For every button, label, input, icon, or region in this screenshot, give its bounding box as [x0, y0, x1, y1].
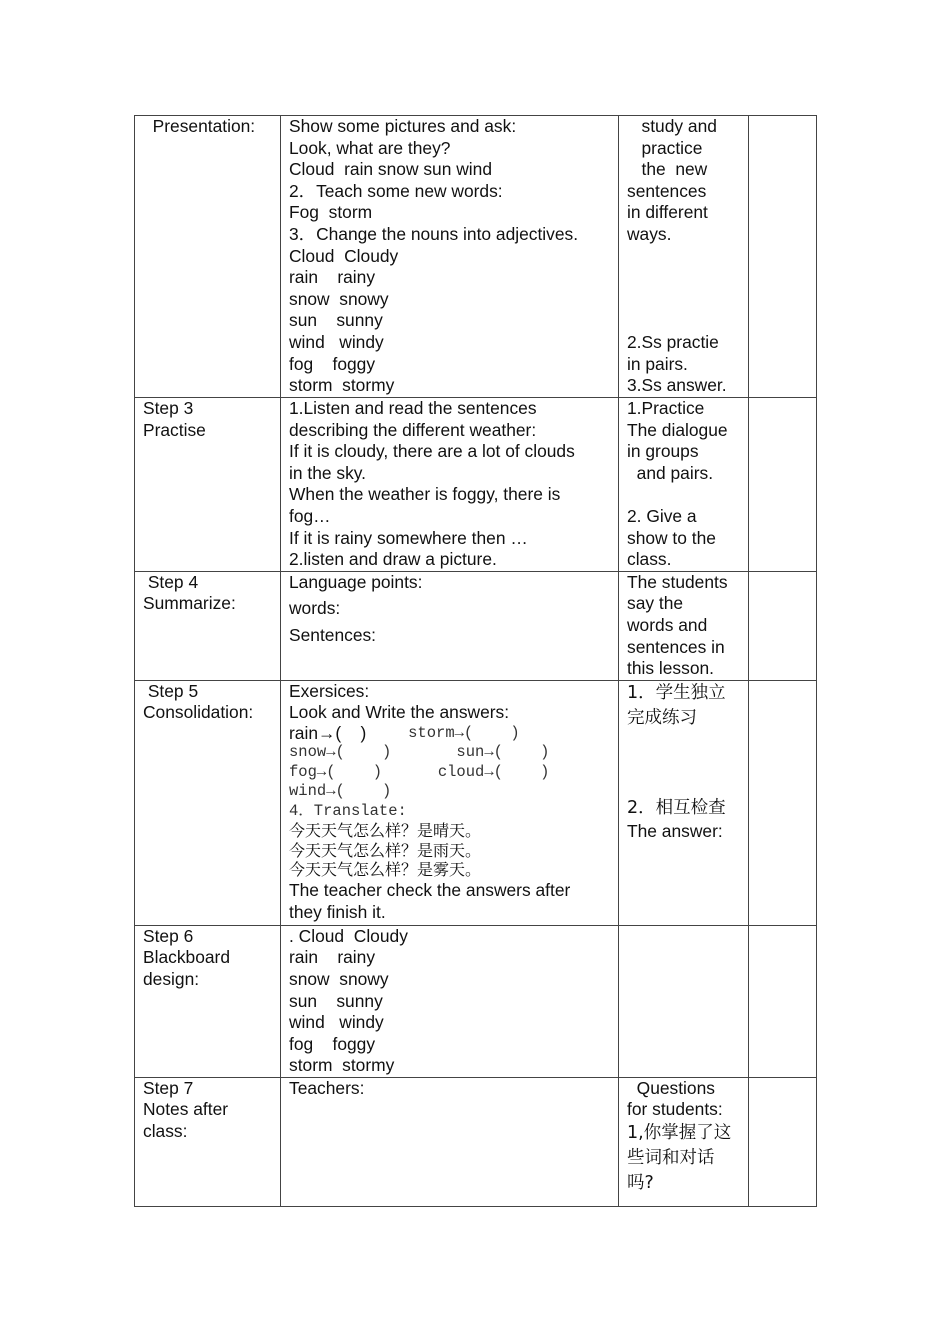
step-cell: Step 6 Blackboard design: [135, 925, 281, 1077]
activity-cell: The students say the words and sentences in this lesson. [619, 571, 749, 680]
step-cell: Step 3 Practise [135, 398, 281, 572]
table-row [135, 680, 817, 925]
activity-cell [619, 925, 749, 1077]
table-row [135, 571, 817, 680]
notes-cell [749, 116, 817, 398]
activity-cell: study and practice the new sentences in different ways. 2.Ss practie in pairs. 3.Ss answer. [619, 116, 749, 398]
content-cell: Language points: words: Sentences: [281, 571, 619, 680]
notes-cell [749, 925, 817, 1077]
table-row [135, 116, 817, 398]
content-cell: Show some pictures and ask: Look, what are they? Cloud rain snow sun wind 2．Teach some new words: Fog storm 3．Change the nouns into adjectives. Cloud Cloudy rain rainy snow snowy sun sunny wind windy fog foggy storm stormy [281, 116, 619, 398]
table-row [135, 398, 817, 572]
step-cell: Step 5 Consolidation: [135, 680, 281, 925]
notes-cell [749, 571, 817, 680]
step-cell: Step 4 Summarize: [135, 571, 281, 680]
notes-cell [749, 1077, 817, 1206]
content-cell: . Cloud Cloudy rain rainy snow snowy sun sunny wind windy fog foggy storm stormy [281, 925, 619, 1077]
activity-cell: 1．学生独立 完成练习 2．相互检查 The answer: [619, 680, 749, 925]
step-cell: Presentation: [135, 116, 281, 398]
activity-cell: Questions for students: 1,你掌握了这 些词和对话 吗? [619, 1077, 749, 1206]
content-cell: 1.Listen and read the sentences describing the different weather: If it is cloudy, there are a lot of clouds in the sky. When the weather is foggy, there is fog… If it is rainy somewhere then … 2.listen and draw a picture. [281, 398, 619, 572]
content-cell: Exersices: Look and Write the answers: rain→( ) storm→( ) snow→( ) sun→( ) fog→( ) cloud→( ) wind→( ) 4．Translate: 今天天气怎么样？是晴天。 今天天气怎么样？是雨天。 今天天气怎么样？是雾天。 The teacher check the answers after they finish it. [281, 680, 619, 925]
notes-cell [749, 398, 817, 572]
content-cell: Teachers: [281, 1077, 619, 1206]
step-cell: Step 7 Notes after class: [135, 1077, 281, 1206]
table-row [135, 925, 817, 1077]
activity-cell: 1.Practice The dialogue in groups and pairs. 2. Give a show to the class. [619, 398, 749, 572]
lesson-plan-table [134, 115, 817, 1207]
notes-cell [749, 680, 817, 925]
table-row [135, 1077, 817, 1206]
